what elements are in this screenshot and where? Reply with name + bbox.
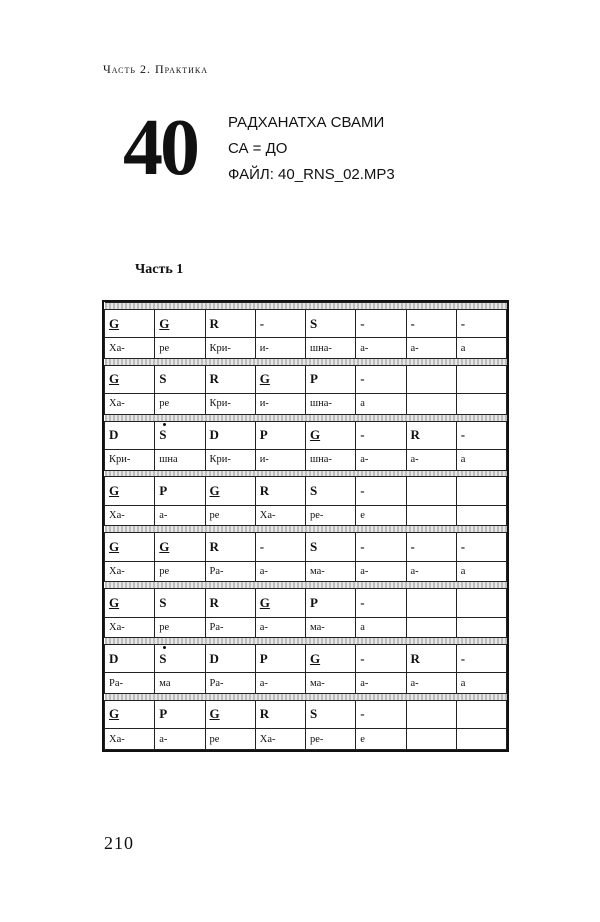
note-cell: G <box>155 533 205 562</box>
row-separator <box>105 470 507 477</box>
syllable-cell <box>456 505 506 526</box>
row-separator <box>105 582 507 589</box>
syllable-cell: Ра- <box>105 673 155 694</box>
note-cell: - <box>356 533 406 562</box>
syllable-cell: ре <box>155 338 205 359</box>
note-cell: R <box>205 309 255 338</box>
syllable-cell: ре- <box>306 729 356 750</box>
note-cell: S <box>155 589 205 618</box>
syllable-cell: а- <box>406 561 456 582</box>
syllable-cell: шна- <box>306 450 356 471</box>
note-cell: - <box>456 644 506 673</box>
note-cell: P <box>155 700 205 729</box>
syllable-cell: а- <box>406 673 456 694</box>
note-cell <box>456 589 506 618</box>
syllable-cell: а- <box>356 561 406 582</box>
separator-cell <box>105 582 507 589</box>
syllable-cell: Ха- <box>105 338 155 359</box>
note-cell: P <box>306 589 356 618</box>
note-cell: - <box>456 533 506 562</box>
syllable-cell: Ра- <box>205 617 255 638</box>
note-cell: P <box>255 421 305 450</box>
note-cell: S <box>155 365 205 394</box>
syllable-cell: а- <box>356 673 406 694</box>
separator-cell <box>105 358 507 365</box>
note-cell: R <box>406 644 456 673</box>
note-cell <box>406 365 456 394</box>
syllable-cell: Ха- <box>105 505 155 526</box>
syllable-cell: е <box>356 729 406 750</box>
syllable-cell: Ха- <box>105 617 155 638</box>
notation-table <box>102 300 509 752</box>
syllable-cell: а- <box>255 673 305 694</box>
note-cell <box>406 589 456 618</box>
syllable-row <box>105 394 507 415</box>
syllable-cell: а <box>456 450 506 471</box>
syllable-cell: шна- <box>306 394 356 415</box>
syllable-cell: Ра- <box>205 561 255 582</box>
syllable-cell: а- <box>155 505 205 526</box>
syllable-cell: Кри- <box>205 450 255 471</box>
syllable-row <box>105 505 507 526</box>
syllable-cell <box>406 617 456 638</box>
separator-cell <box>105 526 507 533</box>
syllable-cell: шна- <box>306 338 356 359</box>
syllable-cell: ре <box>155 561 205 582</box>
syllable-cell: ре <box>205 505 255 526</box>
note-cell: D <box>205 644 255 673</box>
note-cell: S <box>155 644 205 673</box>
syllable-cell: ре <box>205 729 255 750</box>
note-row <box>105 644 507 673</box>
syllable-cell: а <box>356 394 406 415</box>
syllable-cell: ма- <box>306 673 356 694</box>
syllable-cell: ма- <box>306 617 356 638</box>
syllable-cell: Кри- <box>205 338 255 359</box>
note-cell: - <box>406 533 456 562</box>
note-row <box>105 700 507 729</box>
note-row <box>105 477 507 506</box>
note-cell: P <box>306 365 356 394</box>
syllable-cell <box>406 729 456 750</box>
syllable-row <box>105 338 507 359</box>
row-separator <box>105 414 507 421</box>
separator-cell <box>105 693 507 700</box>
note-cell: G <box>105 533 155 562</box>
syllable-cell: а <box>356 617 406 638</box>
syllable-cell: ма <box>155 673 205 694</box>
syllable-cell: Кри- <box>105 450 155 471</box>
note-cell: G <box>155 309 205 338</box>
row-separator <box>105 303 507 310</box>
syllable-cell: а <box>456 338 506 359</box>
note-cell: G <box>255 365 305 394</box>
running-head: Часть 2. Практика <box>103 62 208 76</box>
section-title: Часть 1 <box>135 262 184 277</box>
separator-cell <box>105 638 507 645</box>
syllable-cell <box>456 394 506 415</box>
note-cell <box>456 700 506 729</box>
separator-cell <box>105 303 507 310</box>
note-row <box>105 365 507 394</box>
note-cell: - <box>406 309 456 338</box>
separator-cell <box>105 470 507 477</box>
syllable-cell: а- <box>155 729 205 750</box>
note-cell: G <box>306 644 356 673</box>
note-cell: - <box>255 533 305 562</box>
file-line: ФАЙЛ: 40_RNS_02.MP3 <box>228 166 395 183</box>
note-cell: G <box>105 700 155 729</box>
note-row <box>105 309 507 338</box>
note-cell: - <box>356 421 406 450</box>
syllable-cell: Ха- <box>255 505 305 526</box>
syllable-cell: Кри- <box>205 394 255 415</box>
note-cell: D <box>105 644 155 673</box>
syllable-cell: а- <box>255 561 305 582</box>
note-cell: - <box>456 309 506 338</box>
syllable-row <box>105 673 507 694</box>
note-cell: S <box>306 477 356 506</box>
syllable-cell <box>406 394 456 415</box>
note-row <box>105 589 507 618</box>
note-cell: - <box>255 309 305 338</box>
note-cell: D <box>205 421 255 450</box>
syllable-row <box>105 617 507 638</box>
note-cell <box>456 365 506 394</box>
syllable-cell: ре <box>155 617 205 638</box>
note-row <box>105 533 507 562</box>
note-cell: G <box>255 589 305 618</box>
syllable-cell: а- <box>255 617 305 638</box>
syllable-cell: ре <box>155 394 205 415</box>
syllable-cell: Ха- <box>105 394 155 415</box>
syllable-cell <box>456 729 506 750</box>
row-separator <box>105 358 507 365</box>
note-cell <box>456 477 506 506</box>
note-cell: S <box>306 533 356 562</box>
syllable-row <box>105 729 507 750</box>
syllable-cell: и- <box>255 338 305 359</box>
syllable-cell: е <box>356 505 406 526</box>
note-cell: - <box>356 589 406 618</box>
note-cell: - <box>356 477 406 506</box>
note-cell: - <box>356 644 406 673</box>
note-cell: R <box>406 421 456 450</box>
note-row <box>105 421 507 450</box>
note-cell: R <box>205 365 255 394</box>
syllable-row <box>105 450 507 471</box>
syllable-cell: Ха- <box>105 561 155 582</box>
syllable-cell: а- <box>406 450 456 471</box>
note-cell: - <box>356 309 406 338</box>
syllable-cell: а- <box>356 338 406 359</box>
page-number: 210 <box>104 833 134 853</box>
row-separator <box>105 638 507 645</box>
note-cell: S <box>306 700 356 729</box>
note-cell: G <box>105 589 155 618</box>
syllable-cell: Ха- <box>105 729 155 750</box>
note-cell: R <box>205 589 255 618</box>
syllable-row <box>105 561 507 582</box>
note-cell: G <box>306 421 356 450</box>
note-cell: - <box>356 365 406 394</box>
separator-cell <box>105 414 507 421</box>
note-cell: - <box>356 700 406 729</box>
note-cell: P <box>155 477 205 506</box>
syllable-cell: ре- <box>306 505 356 526</box>
syllable-cell: а <box>456 561 506 582</box>
tonic-line: СА = ДО <box>228 140 288 157</box>
author-line: РАДХАНАТХА СВАМИ <box>228 114 385 131</box>
note-cell: P <box>255 644 305 673</box>
note-cell <box>406 700 456 729</box>
note-cell: G <box>205 477 255 506</box>
note-cell: R <box>255 700 305 729</box>
note-cell: S <box>155 421 205 450</box>
syllable-cell <box>406 505 456 526</box>
note-cell: G <box>105 309 155 338</box>
row-separator <box>105 526 507 533</box>
syllable-cell: а- <box>406 338 456 359</box>
note-cell: G <box>105 477 155 506</box>
note-cell: G <box>105 365 155 394</box>
note-cell: S <box>306 309 356 338</box>
syllable-cell: Ха- <box>255 729 305 750</box>
syllable-cell: ма- <box>306 561 356 582</box>
lesson-info <box>228 113 395 191</box>
note-cell: D <box>105 421 155 450</box>
syllable-cell: шна <box>155 450 205 471</box>
note-cell: R <box>255 477 305 506</box>
syllable-cell: и- <box>255 450 305 471</box>
row-separator <box>105 693 507 700</box>
note-cell: G <box>205 700 255 729</box>
syllable-cell: Ра- <box>205 673 255 694</box>
note-cell: - <box>456 421 506 450</box>
syllable-cell: а <box>456 673 506 694</box>
syllable-cell: а- <box>356 450 406 471</box>
note-cell: R <box>205 533 255 562</box>
lesson-number: 40 <box>123 104 197 192</box>
note-cell <box>406 477 456 506</box>
syllable-cell <box>456 617 506 638</box>
syllable-cell: и- <box>255 394 305 415</box>
